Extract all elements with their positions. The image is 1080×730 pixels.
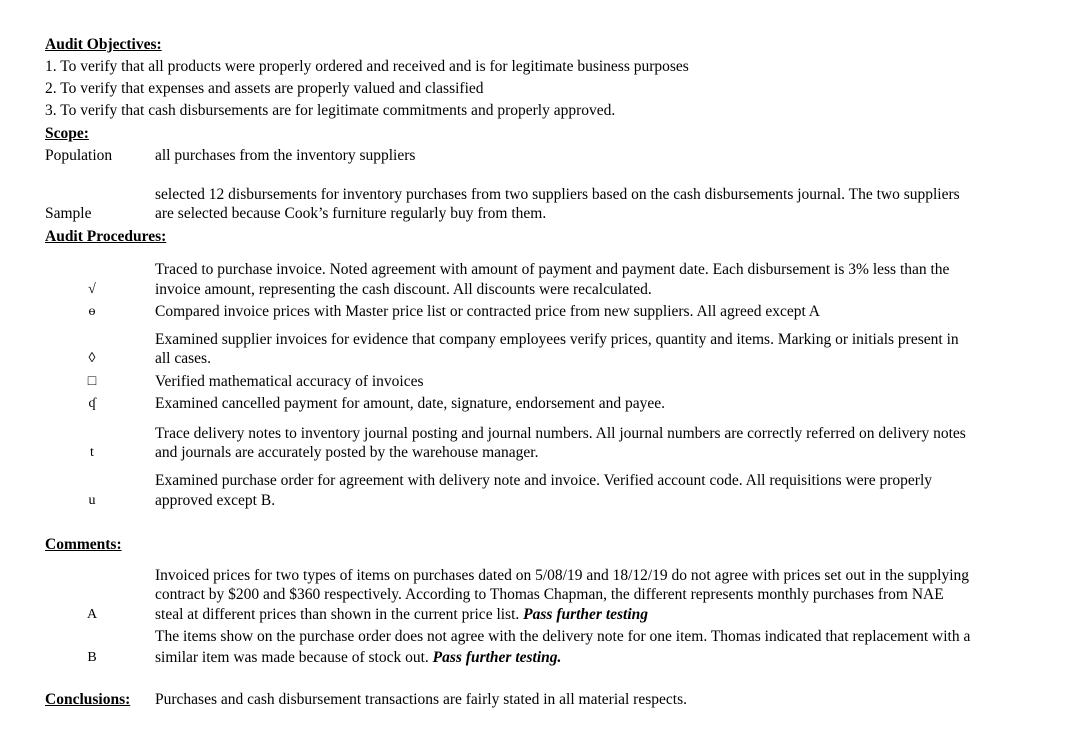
procedure-6-line-2: and journals are accurately posted by the warehouse manager. (155, 444, 539, 461)
comment-b-mark: B (87, 650, 97, 665)
procedure-6-line-1: Trace delivery notes to inventory journal posting and journal numbers. All journal numbers are correctly referred on delivery notes (155, 425, 966, 442)
tickmark-diamond-icon: ◊ (88, 351, 96, 366)
comment-a-emphasis: Pass further testing (523, 606, 649, 623)
comment-b-line-2 (155, 648, 561, 667)
tickmark-check-icon: √ (88, 282, 96, 297)
tickmark-theta-icon: ɵ (88, 304, 96, 319)
tickmark-square-icon: □ (87, 374, 97, 389)
procedure-7-line-2: approved except B. (155, 492, 276, 509)
conclusions-text: Purchases and cash disbursement transactions are fairly stated in all material respects. (155, 691, 687, 708)
procedure-3-line-1: Examined supplier invoices for evidence that company employees verify prices, quantity and items. Marking or initials present in (155, 331, 959, 348)
population-text: all purchases from the inventory suppliers (155, 147, 416, 164)
procedure-5-line-1: Examined cancelled payment for amount, date, signature, endorsement and payee. (155, 395, 666, 412)
comments-heading: Comments: (45, 536, 122, 553)
scope-heading: Scope: (45, 125, 89, 142)
objectives-heading: Audit Objectives: (45, 36, 162, 53)
tickmark-t-icon: t (90, 445, 94, 460)
conclusions-heading: Conclusions: (45, 691, 131, 708)
procedure-2-line-1: Compared invoice prices with Master price list or contracted price from new suppliers. All agreed except A (155, 303, 820, 320)
comment-a-line-2: contract by $200 and $360 respectively. According to Thomas Chapman, the different represents monthly purchases from NAE (155, 586, 944, 603)
comment-b-text: similar item was made because of stock out. (155, 649, 429, 666)
comment-a-line-1: Invoiced prices for two types of items on purchases dated on 5/08/19 and 18/12/19 do not agree with prices set out in the supplying (155, 567, 970, 584)
objective-2: 2. To verify that expenses and assets are properly valued and classified (45, 80, 484, 97)
procedure-7-line-1: Examined purchase order for agreement with delivery note and invoice. Verified account code. All requisitions were properly (155, 472, 933, 489)
comment-b-line-1: The items show on the purchase order does not agree with the delivery note for one item. Thomas indicated that replacement with a (155, 628, 971, 645)
objective-3: 3. To verify that cash disbursements are for legitimate commitments and properly approved. (45, 102, 616, 119)
tickmark-u-icon: u (88, 493, 96, 508)
procedure-1-line-2: invoice amount, representing the cash discount. All discounts were recalculated. (155, 281, 652, 298)
sample-line-1: selected 12 disbursements for inventory purchases from two suppliers based on the cash disbursements journal. The two suppliers (155, 186, 960, 203)
procedure-4-line-1: Verified mathematical accuracy of invoices (155, 373, 424, 390)
procedure-1-line-1: Traced to purchase invoice. Noted agreement with amount of payment and payment date. Each disbursement is 3% less than the (155, 261, 950, 278)
procedures-heading: Audit Procedures: (45, 228, 167, 245)
comment-b-emphasis: Pass further testing. (432, 649, 562, 666)
sample-label: Sample (45, 205, 92, 222)
sample-line-2: are selected because Cook’s furniture regularly buy from them. (155, 205, 547, 222)
comment-a-text: steal at different prices than shown in the current price list. (155, 606, 520, 623)
comment-a-mark: A (86, 607, 98, 622)
procedure-3-line-2: all cases. (155, 350, 211, 367)
objective-1: 1. To verify that all products were properly ordered and received and is for legitimate business purposes (45, 58, 689, 75)
comment-a-line-3 (155, 605, 648, 624)
population-label: Population (45, 147, 113, 164)
tickmark-hook-icon: ʠ (88, 396, 96, 411)
